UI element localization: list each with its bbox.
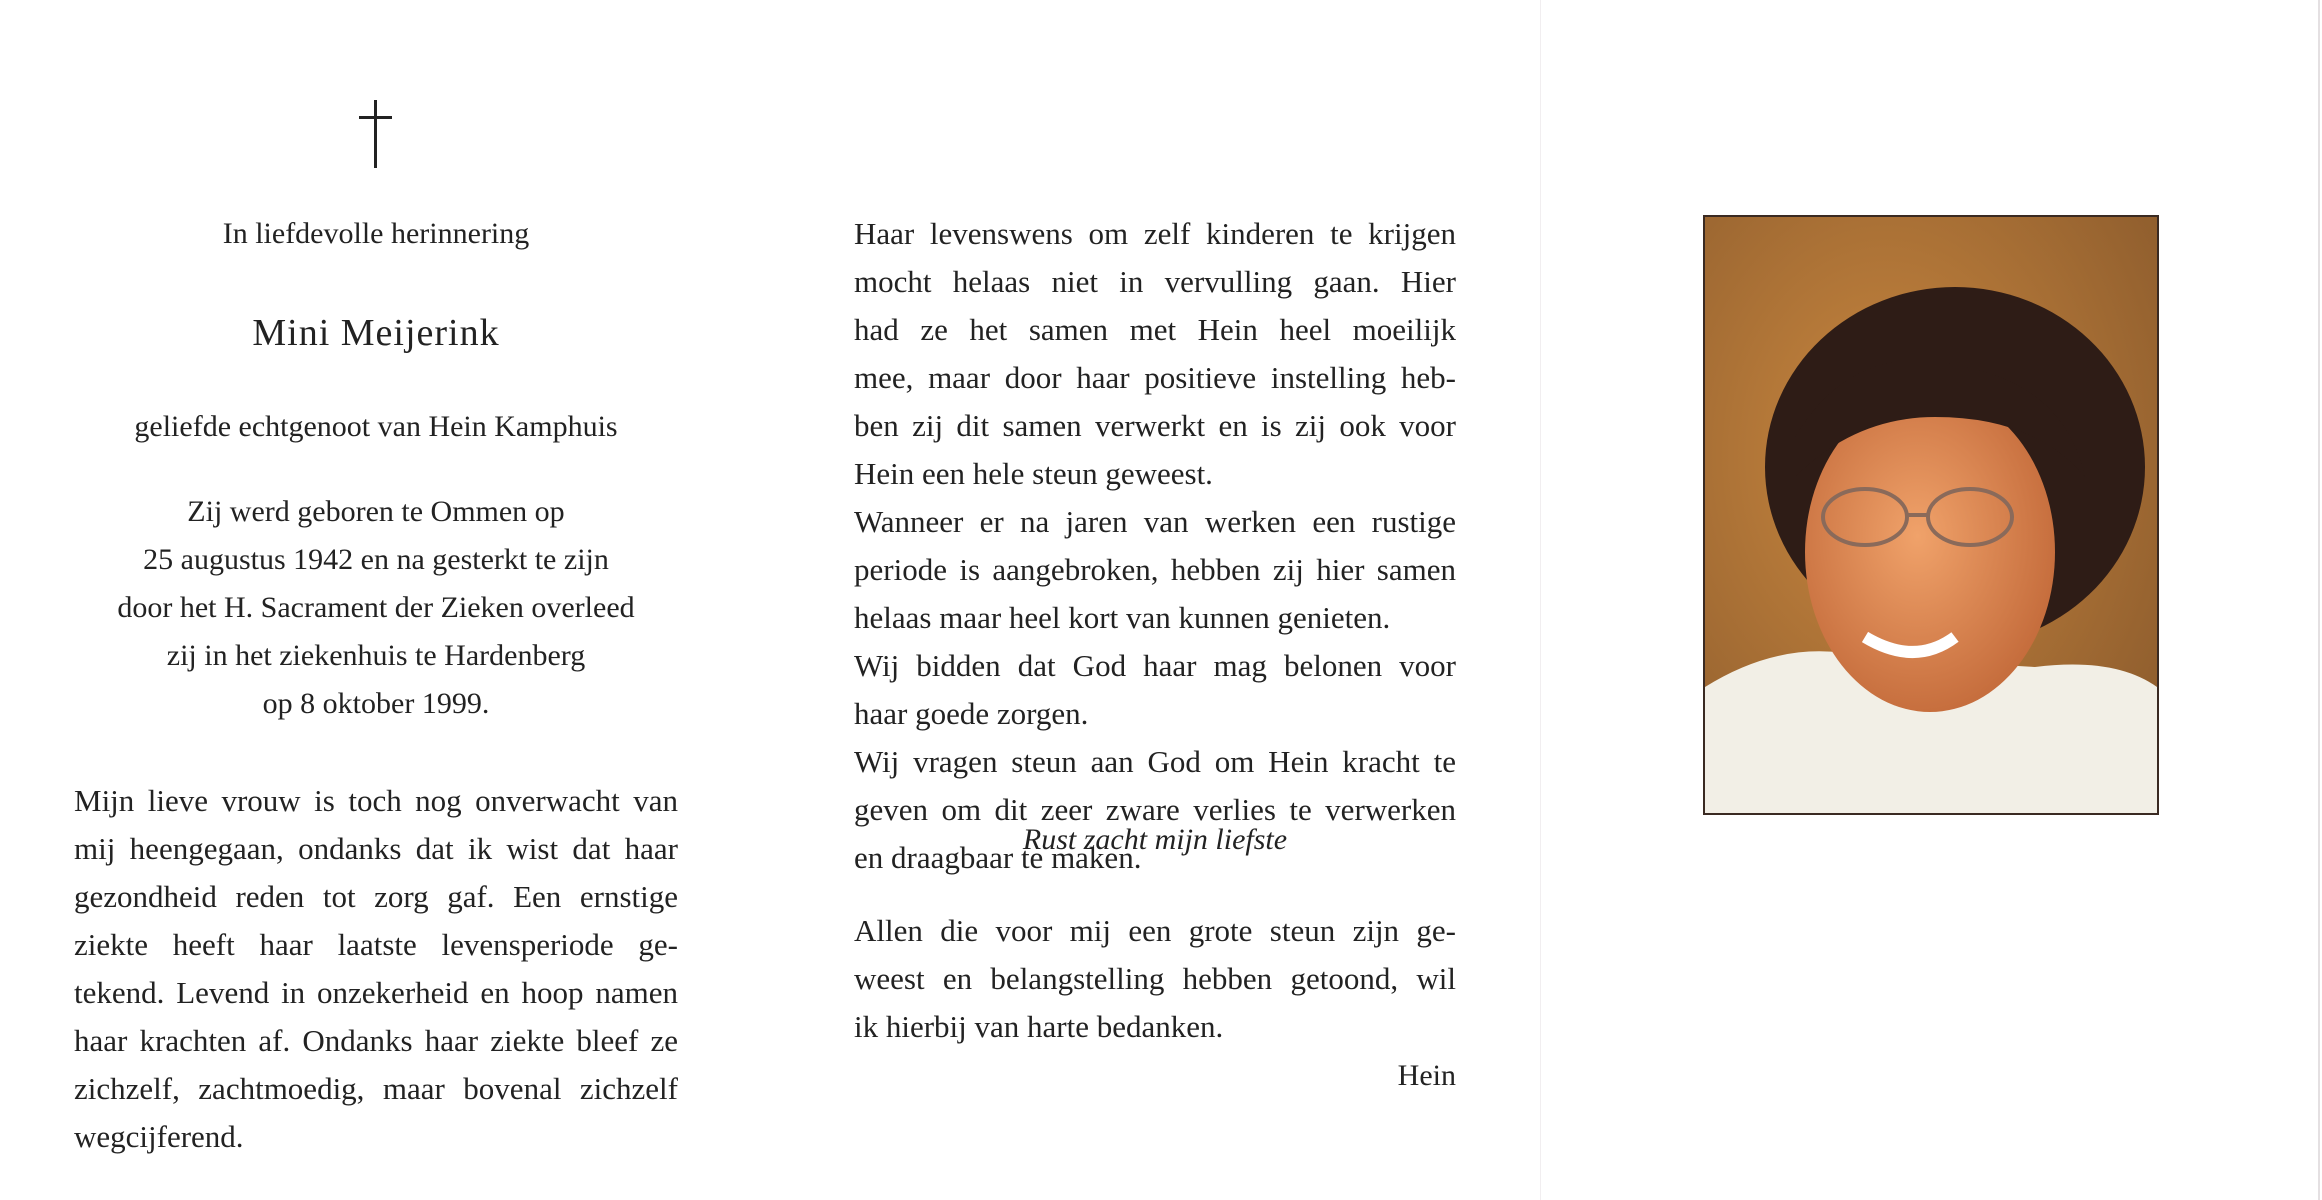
left-paragraph — [74, 777, 678, 1161]
text-line: haar goede zorgen. — [854, 696, 1089, 731]
spouse-line: geliefde echtgenoot van Hein Kamphuis — [134, 410, 618, 443]
text-line: wegcijferend. — [74, 1119, 244, 1154]
text-line: Wij vragen steun aan God om Hein kracht te — [854, 744, 1456, 779]
text-line: helaas maar heel kort van kunnen genieten. — [854, 600, 1391, 635]
cross-icon — [346, 98, 406, 170]
birth-death-text — [66, 488, 686, 728]
card-fold-line — [1540, 0, 1541, 1200]
text-line: zichzelf, zachtmoedig, maar bovenal zichzelf — [74, 1071, 678, 1106]
thanks-paragraph — [854, 907, 1456, 1051]
text-line: tekend. Levend in onzekerheid en hoop namen — [74, 975, 678, 1010]
portrait-photo — [1703, 215, 2159, 815]
card-edge — [2318, 0, 2320, 1200]
text-line: ziekte heeft haar laatste levensperiode ge- — [74, 927, 678, 962]
text-line: Allen die voor mij een grote steun zijn ge- — [854, 913, 1456, 948]
text-line: en draagbaar te maken. — [854, 840, 1142, 875]
text-line: mocht helaas niet in vervulling gaan. Hier — [854, 264, 1456, 299]
heading: In liefdevolle herinnering — [222, 217, 530, 250]
text-line: Wanneer er na jaren van werken een rustige — [854, 504, 1456, 539]
text-line: haar krachten af. Ondanks haar ziekte bleef ze — [74, 1023, 678, 1058]
text-line: periode is aangebroken, hebben zij hier samen — [854, 552, 1456, 587]
motto: Rust zacht mijn liefste — [1022, 823, 1288, 856]
text-line: 25 augustus 1942 en na gesterkt te zijn — [143, 543, 609, 576]
text-line: Mijn lieve vrouw is toch nog onverwacht van — [74, 783, 678, 818]
text-line: weest en belangstelling hebben getoond, wil — [854, 961, 1456, 996]
text-line: mij heengegaan, ondanks dat ik wist dat haar — [74, 831, 678, 866]
text-line: ben zij dit samen verwerkt en is zij ook voor — [854, 408, 1456, 443]
text-line: op 8 oktober 1999. — [262, 687, 490, 720]
text-line: ik hierbij van harte bedanken. — [854, 1009, 1224, 1044]
text-line: door het H. Sacrament der Zieken overleed — [117, 591, 635, 624]
text-line: had ze het samen met Hein heel moeilijk — [854, 312, 1456, 347]
middle-paragraph — [854, 210, 1456, 882]
text-line: Wij bidden dat God haar mag belonen voor — [854, 648, 1456, 683]
text-line: Hein een hele steun geweest. — [854, 456, 1213, 491]
text-line: gezondheid reden tot zorg gaf. Een ernstige — [74, 879, 678, 914]
text-line: Zij werd geboren te Ommen op — [187, 495, 565, 528]
text-line: zij in het ziekenhuis te Hardenberg — [166, 639, 586, 672]
text-line: mee, maar door haar positieve instelling heb- — [854, 360, 1456, 395]
text-line: geven om dit zeer zware verlies te verwerken — [854, 792, 1456, 827]
text-line: Haar levenswens om zelf kinderen te krijgen — [854, 216, 1456, 251]
signature: Hein — [1397, 1059, 1456, 1092]
deceased-name: Mini Meijerink — [252, 312, 500, 354]
